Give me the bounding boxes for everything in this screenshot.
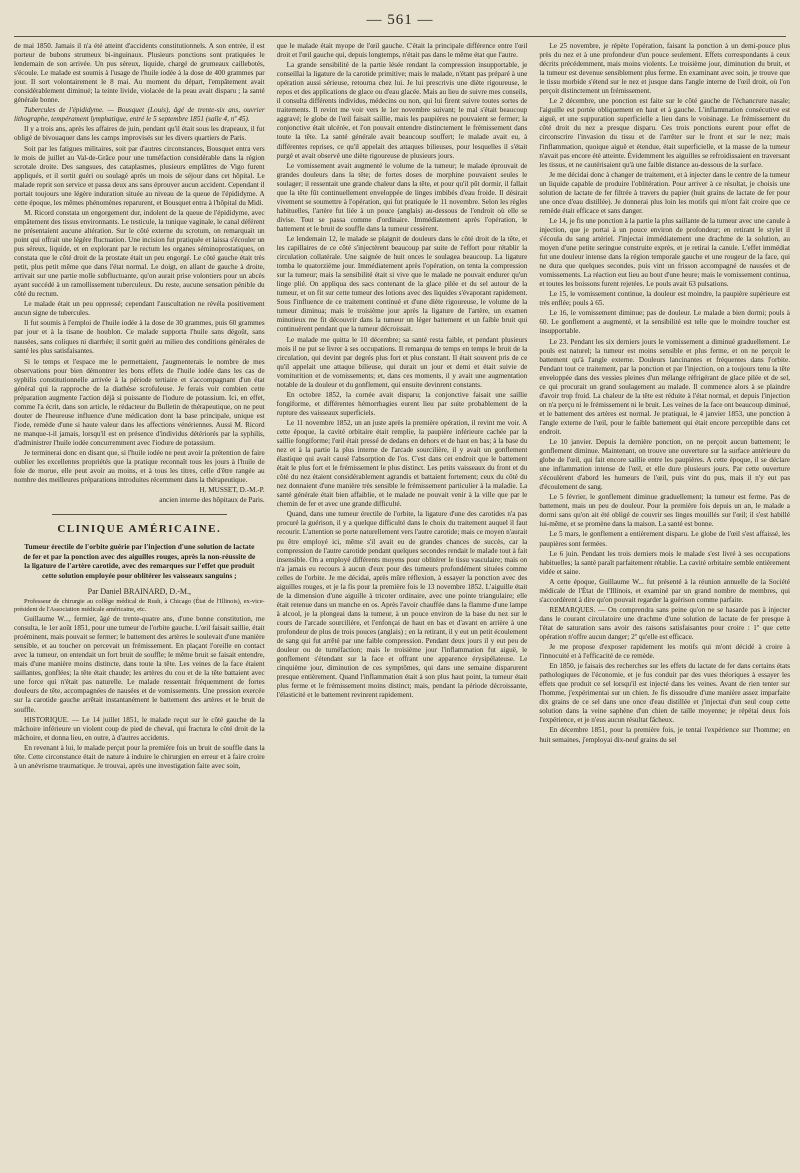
paragraph: Le lendemain 12, le malade se plaignit de douleurs dans le côté droit de la tête, et les capillaires de ce côté s'injectèrent beaucoup par suite de l'effort pour rétablir la circulation collatérale. Une saignée de huit onces le soulagea beaucoup. La ligature tomba le quatorzième jour. Immédiatement après l'opération, on tenta la compression sur la tumeur; mais la sensibilité était si vive que le malade ne pouvait endurer qu'un linge plié. On appliqua des sacs contenant de la glace pilée et du sel autour de la tumeur, et on fit sur cette tumeur des lotions avec des liquides s'évaporant rapidement. Sous l'influence de ce traitement continué et d'une diète rigoureuse, le volume de la tumeur diminua; mais le troisième jour après la ligature de l'artère, un examen minutieux me fit découvrir dans la tumeur un léger battement et un faible bruit qui continuèrent pendant que la tumeur décroissait. [276, 234, 528, 334]
paragraph: Si le temps et l'espace me le permettaient, j'augmenterais le nombre de mes observations pour bien démontrer les bons effets de l'huile iodée dans les cas de syphilis constitutionnelle arrivée à la période tertiaire et s'accompagnant d'un état général qui la rapproche de la diathèse scrofuleuse. Je ferais voir combien cette préparation augmente l'action déjà si puissante de l'iodure de potassium. Ici, en effet, comme l'a écrit, dans son article, le rédacteur du Bulletin de thérapeutique, on ne peut douter de l'heureuse influence d'une médication dont la base principale, unique est l'iode, remède d'une si haute valeur dans les affections vénériennes. Aussi M. Ricord ne manque-t-il jamais, lorsqu'il est en présence d'individus détériorés par la syphilis, d'administrer l'huile iodée concurremment avec l'iodure de potassium. [14, 357, 265, 448]
paragraph: Le 23. Pendant les six derniers jours le vomissement a diminué graduellement. Le pouls est naturel; la tumeur est moins sensible et plus ferme, et on ne perçoit le battement qu'à l'angle externe. Douleurs lancinantes et fréquentes dans l'orbite. Pendant tout ce traitement, par la ponction et par l'injection, on a toujours tenu la tête enveloppée dans des vessies pleines d'un mélange réfrigérant de glace pilée et de sel, ce qui procurait un grand soulagement au malade. Il commence alors à se plaindre d'avoir trop froid. La chaleur de la tête est réduite à l'état normal, et depuis l'injection on n'a perçu ni le frémissement ni le bruit. Les veines de la face ont beaucoup diminué, et le battement des artères est normal. Je pratiquai, le 4 janvier 1853, une ponction à l'angle externe de l'œil, pour le faible battement qui était encore perceptible dans cet endroit. [539, 337, 790, 436]
header-rule [14, 36, 786, 37]
paragraph: HISTORIQUE. — Le 14 juillet 1851, le malade reçut sur le côté gauche de la mâchoire inférieure un violent coup de pied de cheval, qui fractura le côté droit de la mâchoire, et donna lieu, en outre, à d'autres accidents. [14, 715, 265, 742]
paragraph: Le malade était un peu oppressé; cependant l'auscultation ne révéla positivement aucun signe de tubercules. [14, 300, 265, 318]
paragraph: REMARQUES. — On comprendra sans peine qu'on ne se hasarde pas à injecter dans le courant circulatoire une drachme d'une solution de lactate de fer presque à l'état de saturation sans avoir des raisons satisfaisantes pour croire : 1º que cette opération n'offre aucun danger; 2º qu'elle est efficace. [539, 605, 790, 641]
paragraph: La grande sensibilité de la partie lésée rendant la compression insupportable, je conseillai la ligature de la carotide primitive; mais le malade, n'étant pas préparé à une opération aussi sérieuse, retourna chez lui. Je lui prescrivis une diète rigoureuse, le repos et des applications de glace ou d'eau glacée. Mais au lieu de suivre mes conseils, il consulta différents individus, médecins ou non, qui lui firent suivre toutes sortes de traitements. Il revint me voir vers le 1er novembre suivant; le mal s'était beaucoup aggravé; le globe de l'œil faisait saillie, mais les paupières ne pouvaient se fermer; la conjonctive était ulcérée, et l'on pouvait entendre distinctement le frémissement dans toute la tête. La santé générale avait beaucoup souffert; le malade avait eu, à différentes reprises, ce qu'il appelait des attaques bilieuses, pour lesquelles il s'était purgé et avait observé une diète rigoureuse de plusieurs jours. [276, 61, 528, 160]
paragraph: Le 2 décembre, une ponction est faite sur le côté gauche de l'échancrure nasale; l'aiguille est portée obliquement en haut et à gauche. L'inflammation consécutive est aiguë, et une suppuration superficielle a lieu dans le voisinage. Le frémissement du côté droit du nez a presque disparu. Ces trois ponctions eurent pour effet de circonscrire l'invasion du tissu et de l'arrêter sur le front et sur le nez; mais l'inflammation, quoique aiguë et étendue, était superficielle, et la masse de la tumeur n'avait pas encore été atteinte. Évidemment les aiguilles se refroidissaient en traversant les tissus, et ne cautérisaient qu'à une faible distance au-dessous de la surface. [539, 97, 790, 169]
paragraph: Le 6 juin. Pendant les trois derniers mois le malade s'est livré à ses occupations habituelles; la santé paraît parfaitement rétablie. La cavité orbitaire semble entièrement vidée et saine. [539, 549, 790, 576]
column-3 [539, 42, 790, 1166]
paragraph: Quand, dans une tumeur érectile de l'orbite, la ligature d'une des carotides n'a pas procuré la guérison, il y a quelque difficulté dans le choix du traitement auquel il faut recourir. L'attention se porte naturellement vers l'autre carotide; mais ce moyen n'aurait pu être employé ici, même s'il avait eu de grandes chances de succès, car la compression de l'autre carotide pendant quelques secondes rendait le malade tout à fait insensible. On a employé différents moyens pour oblitérer le tissu vasculaire; mais on n'a jamais eu recours à aucun d'eux pour des tumeurs profondément situées comme celles de l'orbite. Je me décidai, après mûre réflexion, à essayer la ponction avec des aiguilles rouges, et je la fis pour la première fois le 13 novembre 1852. L'aiguille était de la dimension d'une aiguille à tricoter ordinaire, avec une pointe triangulaire; elle était retenue dans un manche en os. Après l'avoir chauffée dans la flamme d'une lampe à alcool, je la plongeai dans la tumeur, à un pouce environ de la base du nez sur le cours de l'arcade sourcilière, et l'enfonçai de haut en bas et d'avant en arrière à une profondeur de plus de trois pouces (anglais) ; en la retirant, il y eut un petit écoulement de sang qui fut arrêté par une faible compression. Pendant deux jours il y eut peu de douleur ou de tuméfaction; mais le troisième jour l'inflammation fut aiguë, le gonflement s'étendant sur la face et offrant une apparence érysipélateuse. Le cinquième jour, diminution de ces symptômes, qui dans une semaine disparurent presque entièrement. Quand l'inflammation était à son plus haut point, la tumeur était plus ferme et le frémissement moins distinct; mais, pendant la période décroissante, l'élasticité et le battement revinrent rapidement. [276, 510, 528, 700]
paragraph: que le malade était myope de l'œil gauche. C'était la principale différence entre l'œil droit et l'œil gauche qui, depuis longtemps, n'était pas dans le même état que l'autre. [276, 42, 528, 60]
paragraph: En revenant à lui, le malade perçut pour la première fois un bruit de souffle dans la tête. Cette circonstance était de nature à induire le chirurgien en erreur et à faire croire à un anévrisme traumatique. Je trouvai, après une investigation faite avec soin, [14, 743, 265, 770]
signature: H. MUSSET, D.-M.-P. [199, 486, 265, 495]
column-2 [277, 42, 528, 1166]
paragraph: Tubercules de l'épididyme. — Bousquet (Louis), âgé de trente-six ans, ouvrier lithographe, tempérament lymphatique, entré le 5 septembre 1851 (salle 4, nº 45). [14, 106, 265, 124]
paragraph: Je me propose d'exposer rapidement les motifs qui m'ont décidé à croire à l'innocuité et à l'efficacité de ce remède. [539, 643, 790, 661]
signature-subtitle: ancien interne des hôpitaux de Paris. [159, 496, 265, 505]
paragraph: Le malade me quitta le 10 décembre; sa santé resta faible, et pendant plusieurs mois il ne put se livrer à ses occupations. Il remarqua de temps en temps le bruit de la circulation, qui devint par degrés plus fort et plus constant. Il était souvent pris de ce qu'il appelait une attaque bilieuse, qui durait un jour et demi et était suivie de vomiturition et de vomissements; et, dans ces moments, il y avait une augmentation notable de la douleur et du gonflement, qui ensuite devinrent constants. [276, 335, 528, 389]
paragraph: Soit par les fatigues militaires, soit par d'autres circonstances, Bousquet entra vers le mois de juillet au Val-de-Grâce pour une tuméfaction considérable dans la région scrotale droite. Des sangsues, des cataplasmes, plusieurs emplâtres de Vigo furent appliqués, et il sortit guéri ou soulagé après un mois de séjour dans cet hôpital. Le malade reprit son service et passa deux ans sans éprouver aucun accident. Cependant il portait toujours une légère induration située au niveau de la queue de l'épididyme. A cette époque, les mêmes phénomènes reparurent, et Bousquet entra à l'hôpital du Midi. [14, 144, 265, 207]
paragraph: Je terminerai donc en disant que, si l'huile iodée ne peut avoir la prétention de faire oublier les excellentes propriétés que la pratique reconnaît tous les jours à l'huile de foie de morue, elle peut avoir au moins, et à tous les titres, celle d'être rangée au nombre des meilleures préparations introduites récemment dans la thérapeutique. [14, 449, 265, 485]
paragraph: Le 11 novembre 1852, un an juste après la première opération, il revint me voir. A cette époque, la cavité orbitaire était remplie, la paupière inférieure cachée par la saillie fongiforme; l'œil était pressé de dedans en dehors et de haut en bas; à la base du nez et à la partie la plus interne de l'arcade sourcilière, il y avait un gonflement élastique qui avait causé l'absorption de l'os. C'est dans cet endroit que le battement était le plus fort et le frémissement le plus distinct. Les petits vaisseaux du front et du côté du nez étaient considérablement agrandis et battaient fortement; ceux du côté du nez donnaient d'une manière très sensible le frémissement particulier à la maladie. La santé générale était bien affaiblie, et le malade ne pouvait venir à la ville que par le chemin de fer et avec une grande difficulté. [276, 418, 528, 509]
paragraph: Le 25 novembre, je répète l'opération, faisant la ponction à un demi-pouce plus près du nez et à une profondeur d'un pouce seulement. Effets correspondants à ceux décrits précédemment, mais moins violents. Le troisième jour, diminution du bruit, et la tumeur est devenue sensiblement plus ferme. En examinant avec soin, je trouve que le tissu morbide s'étend sur le nez et jusque dans l'angle interne de l'œil droit, où l'on perçoit distinctement un frémissement. [539, 42, 790, 96]
paragraph: Le 14, je fis une ponction à la partie la plus saillante de la tumeur avec une canule à injection, que je portai à un pouce environ de profondeur; en retirant le stylet il s'écoula du sang artériel. J'injectai immédiatement une drachme de la solution, au moyen d'une petite seringue construite exprès, et je retirai la canule. L'effet immédiat fut une douleur intense dans la région temporale gauche et une rougeur de la face, qui ne dura que quelques secondes, puis vint un frisson accompagné de nausées et de vomissements. La réaction eut lieu au bout d'une heure; mais le vomissement continua, et toutes les boissons furent rejetées. Le pouls avait 63 pulsations. [539, 216, 790, 289]
text-columns [14, 42, 790, 1166]
article-heading: Tumeur érectile de l'orbite guérie par l'injection d'une solution de lactate de fer et par la ponction avec des aiguilles rouges, après la non-réussite de la ligature de l'artère carotide, avec des remarques sur l'effet que produit cette solution employée pour oblitérer les vaisseaux sanguins ; [23, 542, 256, 580]
paragraph: Il fut soumis à l'emploi de l'huile iodée à la dose de 30 grammes, puis 60 grammes par jour et à la tisane de houblon. Ce malade supporta l'huile sans dégoût, sans nausées, sans coliques ni diarrhée; il sortit guéri au milieu des conditions générales de santé les plus satisfaisantes. [14, 319, 265, 355]
paragraph: En 1850, je faisais des recherches sur les effets du lactate de fer dans certains états pathologiques de l'économie, et je fus conduit par des vues théoriques à essayer les effets que produit ce sel lorsqu'il est injecté dans les veines. Avant de rien tenter sur l'homme, j'expérimentai sur un chien. Je fis dissoudre d'une manière assez imparfaite dix grains de ce sel dans une once d'eau distillée et j'injectai d'un seul coup cette solution dans la veine saphène d'un chien de taille moyenne; je répétai deux fois l'expérience, et je n'eus aucun résultat fâcheux. [539, 662, 790, 725]
paragraph: M. Ricord constata un engorgement dur, indolent de la queue de l'épididyme, avec empâtement des tissus environnants. Le testicule, la tunique vaginale, le canal déférent ne présentaient aucune altération. Sur le côté externe du scrotum, on remarquait un point qui offrait une légère fluctuation. Une incision fut pratiquée et laissa s'écouler un pus séreux, liquide, et en explorant par le rectum les organes séminoprostatiques, on constata que le côté droit de la prostate était un peu engorgé. Le côté gauche était très petit, plus petit même que dans l'état normal. Le doigt, en allant de gauche à droite, arrivait sur une partie molle subfluctuante, qu'on aurait prise volontiers pour un abcès ayant succédé à un ramollissement tuberculeux. Du reste, aucune sensation pénible du côté du rectum. [14, 208, 265, 299]
paragraph: Je me décidai donc à changer de traitement, et à injecter dans le centre de la tumeur un liquide capable de produire l'oblitération. Pour arriver à ce résultat, je choisis une solution de lactate de fer filtrée à travers du papier (huit grains de lactate de fer pour une once d'eau distillée). Je donnerai plus loin les motifs qui m'ont fait croire que ce remède était efficace et sans danger. [539, 170, 790, 215]
paragraph: Le 5 février, le gonflement diminue graduellement; la tumeur est ferme. Pas de battement, mais un peu de douleur. Pour la première fois depuis un an, le malade a dormi sans qu'on ait été obligé de couvrir ses linges mouillés sur l'œil; il s'est habillé lui-même, et se promène dans la maison. La santé est bonne. [539, 493, 790, 529]
paragraph: Le 5 mars, le gonflement a entièrement disparu. Le globe de l'œil s'est affaissé, les paupières sont fermées. [539, 530, 790, 548]
paragraph: Le 15, le vomissement continue, la douleur est moindre, la paupière supérieure est très enflée; pouls à 65. [539, 290, 790, 308]
paragraph: Il y a trois ans, après les affaires de juin, pendant qu'il était sous les drapeaux, il fut obligé de bivouaquer dans les camps improvisés sur les divers quartiers de Paris. [14, 125, 265, 143]
paragraph: En octobre 1852, la cornée avait disparu; la conjonctive faisait une saillie fongiforme, et différentes hémorrhagies eurent lieu par suite probablement de la rupture des vaisseaux superficiels. [276, 390, 528, 417]
paragraph: de mai 1850. Jamais il n'a été atteint d'accidents constitutionnels. A son entrée, il est porteur de bubons strumeux bi-inguinaux. Plusieurs ponctions sont pratiquées le lendemain de son arrivée. Un pus séreux, liquide, chargé de grumeaux caillebotés, s'écoule. Le malade est soumis à l'usage de l'huile iodée à la dose de 400 grammes par jour. Il sort volontairement le 8 mai. Au moment du départ, l'empâtement avait considérablement diminué; la teinte livide, violacée de la peau avait disparu ; la santé générale bonne. [14, 42, 265, 105]
paragraph: En décembre 1851, pour la première fois, je tentai l'expérience sur l'homme; en huit semaines, j'employai dix-neuf grains du sel [539, 726, 790, 744]
paragraph: Le vomissement avait augmenté le volume de la tumeur; le malade éprouvait de grandes douleurs dans la tête; de fortes doses de morphine pouvaient seules le soulager; il ressentait une grande chaleur dans la tête, et pour qu'il pût dormir, il fallait que la tête fût continuellement enveloppée de linges imbibés d'eau froide. Il désirait vivement se soumettre à l'opération, qui fut pratiquée le 11 novembre. Selon les règles habituelles, l'artère fut liée à un pouce (anglais) au-dessous de l'endroit où elle se divise. Tout se passa comme d'ordinaire. Immédiatement après l'opération, le battement et le bruit de souffle dans la tumeur cessèrent. [276, 161, 528, 233]
paragraph: A cette époque, Guillaume W... fut présenté à la réunion annuelle de la Société médicale de l'État de l'Illinois, et examiné par un grand nombre de membres, qui s'accordèrent à dire qu'on pouvait regarder la guérison comme parfaite. [539, 577, 790, 604]
section-divider [52, 514, 227, 515]
paragraph: Le 16, le vomissement diminue; pas de douleur. Le malade a bien dormi; pouls à 60. Le gonflement a augmenté, et la sensibilité est telle que le moindre toucher est insupportable. [539, 309, 790, 336]
column-1 [14, 42, 265, 1166]
paragraph: Le 10 janvier. Depuis la dernière ponction, on ne perçoit aucun battement; le gonflement diminue. Maintenant, on trouve une ouverture sur la surface antérieure du globe de l'œil, qui fait encore saillie entre les paupières. A cette époque, il se déclare une inflammation intense de l'œil, et elle dure plusieurs jours. Par cette ouverture s'écoulèrent d'abord les humeurs de l'œil, puis vint du pus, mais il n'y eut pas d'écoulement de sang. [539, 438, 790, 492]
author-line: Par Daniel BRAINARD, D.-M., [87, 587, 191, 597]
section-title: CLINIQUE AMÉRICAINE. [57, 523, 222, 536]
page-number: — 561 — [366, 12, 434, 28]
paragraph: Guillaume W..., fermier, âgé de trente-quatre ans, d'une bonne constitution, me consulta, le 1er août 1851, pour une tumeur de l'orbite gauche. L'œil faisait saillie, était proéminent, mais pouvait se fermer; le battement des artères le soulevait d'une manière sensible, et au toucher on percevait un frémissement. En plaçant l'oreille en contact avec la tumeur, on entendait un fort bruit de souffle; le même bruit se faisait entendre, mais d'une manière moins distincte, dans toute la tête. Les veines de la face étaient saillantes, gonflées; la tête était chaude; les artères du cou et de la tête battaient avec une force qui n'était pas naturelle. Le malade ressentait fréquemment de fortes douleurs de tête, accompagnées de nausées et de vomissements. Une pression exercée sur la carotide gauche arrêtait instantanément le battement des artères et le bruit de souffle. [14, 615, 265, 714]
author-affiliation: Professeur de chirurgie au collège médical de Rush, à Chicago (État de l'Illinois), ex-vice-président de l'Association médicale américaine, etc. [14, 598, 265, 614]
